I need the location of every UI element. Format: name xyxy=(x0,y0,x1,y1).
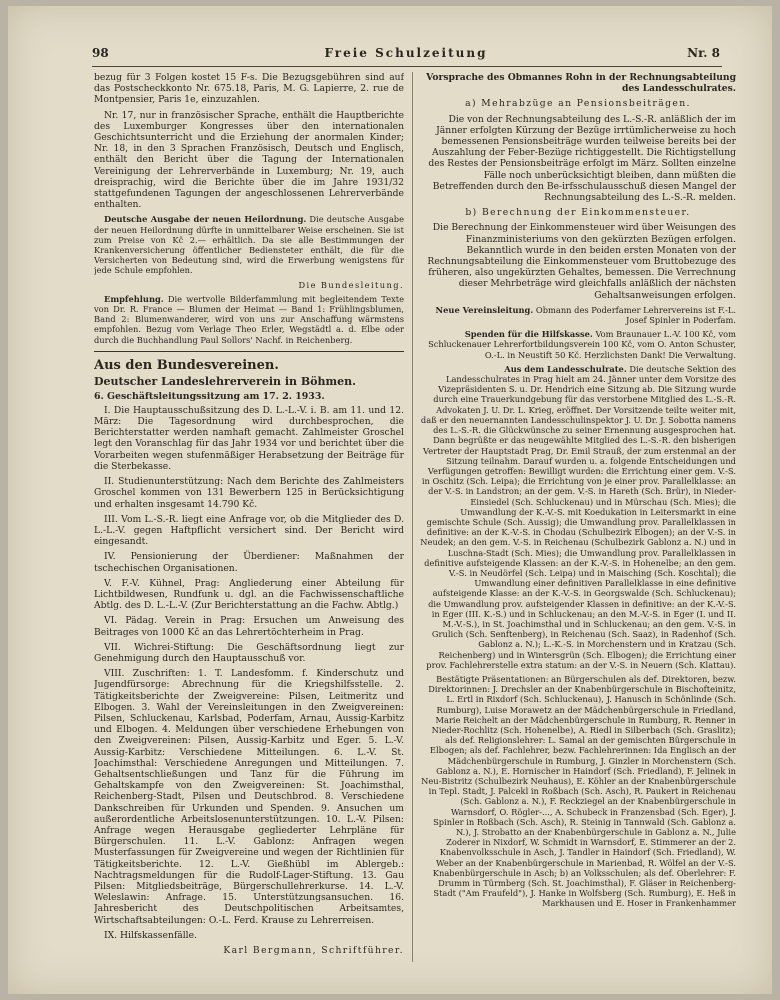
notice-donations-head: Spenden für die Hilfskasse. xyxy=(464,329,593,340)
notice-heilordnung-head: Deutsche Ausgabe der neuen Heilordnung. xyxy=(104,214,307,225)
meeting-item-1: I. Die Hauptausschußsitzung des D. L.-L.-V. i. B. am 11. und 12. März: Die Tagesordnung wird durchbesprochen, die Berichterstatter werden namhaft gemacht. Zahlmeister Groschel legt den Voranschlag für das Jahr 1934 vor und berichtet über die Vorarbeiten wegen stufenmäßiger Herabsetzung der Beiträge für die Sterbekasse. xyxy=(94,404,404,472)
paragraph-subscription: bezug für 3 Folgen kostet 15 F-s. Die Bezugsgebühren sind auf das Postscheckkonto Nr. 675.18, Paris, M. G. Lapierre, 2. rue de Montpensier, Paris 1e, einzuzahlen. xyxy=(94,72,404,106)
notice-landesschulrat-text: Die deutsche Sektion des Landesschulrates in Prag hielt am 24. Jänner unter dem Vorsitze des Vizepräsidenten S. u. Dr. Hendrich eine Sitzung ab. Die Sitzung wurde durch eine Trauerkundgebung für das verstorbene Mitglied des L.-S.-R. Advokaten J. U. Dr. L. Krieg, eröffnet. Der Vorsitzende teilte weiter mit, daß er den neuernannten Landesschulinspektor J. U. Dr. J. Sobotta namens des L.-S.-R. die Glückwünsche zu seiner Ernennung ausgesprochen hat. Dann begrüßte er das neugewählte Mitglied des L.-S.-R. den bisherigen Vertreter der Hauptstadt Prag, Dr. Emil Strauß, der zum erstenmal an der Sitzung teilnahm. Darauf wurden u. a. folgende Entscheidungen und Verfügungen getroffen: Bewilligt wurden: die Errichtung einer gem. V.-S. in Oschitz (Sch. Leipa); die Errichtung von je einer prov. Parallelklasse: an der V.-S. in Landstron; an der gem. V.-S. in Hareth (Sch. Brür), in Nieder-Einsiedel (Sch. Schluckenau) und in Mürschau (Sch. Mies); die Umwandlung der K.-V.-S. mit Koedukation in Leitersmarkt in eine gemischte Schule (Sch. Aussig); die Umwandlung prov. Parallelklassen in definitive: an der K.-V.-S. in Chodau (Schulbezirk Elbogen); an der V.-S. in Neudek; an den gem. V.-S. in Reichenau (Schulbezirk Gablonz a. N.) und in Luschna-Stadt (Sch. Mies); die Umwandlung prov. Parallelklassen in definitive aufsteigende Klassen: an der K.-V.-S. in Hohenelbe; an den gem. V.-S. in Neudörfel (Sch. Leipa) und in Maisching (Sch. Koschtal); die Umwandlung einer definitiven Parallelklasse in eine definitive aufsteigende Klasse: an der K.-V.-S. in Georgswalde (Sch. Schluckenau); die Umwandlung prov. aufsteigender Klassen in definitive: an der K.-V.-S. in Eger (III. K.-S.) und in Schluckenau; an den M.-V.-S. in Eger (I. und II. M.-V.-S.), in St. Joachimsthal und in Schluckenau; an den gem. V.-S. in Grulich (Sch. Senftenberg), in Reichenau (Sch. Saaz), in Radenhof (Sch. Gablonz a. N.); L.-K.-S. in Morchenstern und in Kratzau (Sch. Reichenberg) und in Wintersgrün (Sch. Elbogen); die Errichtung einer prov. Fachlehrerstelle extra statum: an der V.-S. in Neuern (Sch. Klattau). xyxy=(420,363,736,670)
newspaper-page xyxy=(8,6,772,994)
meeting-item-9: IX. Hilfskassenfälle. xyxy=(104,929,197,941)
meeting-item-7: VII. Wichrei-Stiftung: Die Geschäftsordnung liegt zur Genehmigung durch den Hauptausschuß vor. xyxy=(94,641,404,664)
column-divider xyxy=(412,72,413,962)
notice-empfehlung-head: Empfehlung. xyxy=(104,293,164,304)
paragraph-presentations: Bestätigte Präsentationen: an Bürgerschulen als def. Direktoren, bezw. Direktorinnen: J. Drechsler an der Knabenbürgerschule in Bischofteinitz, L. Ertl in Rixdorf (Sch. Schluckenau), J. Hanusch in Schönlinde (Sch. Rumburg), Luise Morawetz an der Mädchenbürgerschule in Friedland, Marie Reichelt an der Mädchenbürgerschule in Rumburg, R. Renner in Nieder-Rochlitz (Sch. Hohenelbe), A. Riedl in Silberbach (Sch. Graslitz); als def. Religionslehrer: L. Samal an der gemischten Bürgerschule in Elbogen; als def. Fachlehrer, bezw. Fachlehrerinnen: Ida Englisch an der Mädchenbürgerschule in Rumburg, J. Ginzler in Morchenstern (Sch. Gablonz a. N.), E. Hornischer in Haindorf (Sch. Friedland), F. Jelinek in Neu-Bistritz (Schulbezirk Neuhaus), E. Köhler an der Knabenbürgerschule in Tepl. Stadt, J. Palcekl in Roßbach (Sch. Asch), R. Paukert in Reichenau (Sch. Gablonz a. N.), F. Reckziegel an der Knabenbürgerschule in Warnsdorf, O. Rögler-..., A. Schubeck in Franzensbad (Sch. Eger), J. Spinler in Roßbach (Sch. Asch), R. Steinig in Tannwald (Sch. Gablonz a. N.), J. Strobatto an der Knabenbürgerschule in Gablonz a. N., Julie Zoderer in Nixdorf, W. Schmidt in Warnsdorf, E. Stimmerer an der 2. Knabenvolksschule in Asch, J. Tandler in Haindorf (Sch. Friedland), W. Weber an der Knabenbürgerschule in Marienbad, R. Wölfel an der V.-S. Knabenbürgerschule in Asch; b) an Volksschulen; als def. Oberlehrer: F. Drumm in Türmberg (Sch. St. Joachimsthal), F. Gläser in Reichenberg-Stadt ("Am Fraufeld"), J. Hanke in Wolfsberg (Sch. Rumburg), E. Heß in Markhausen und E. Hoser in Frankenhammer xyxy=(421,673,736,909)
notice-new-leadership xyxy=(420,305,736,325)
right-column xyxy=(420,72,736,972)
heading-vorsprache: Vorsprache des Obmannes Rohn in der Rechnungsabteilung des Landesschulrates. xyxy=(426,72,736,95)
running-header xyxy=(92,46,720,64)
issue-number: Nr. 8 xyxy=(687,46,720,60)
subheading-pensions: a) Mehrabzüge an Pensionsbeiträgen. xyxy=(465,98,691,110)
subheading-tax: b) Berechnung der Einkommensteuer. xyxy=(465,207,691,219)
paragraph-tax: Die Berechnung der Einkommensteuer wird über Weisungen des Finanzministeriums von den gekürzten Bezügen erfolgen. Bekanntlich wurde in den beiden ersten Monaten von der Rechnungsabteilung die Einkommensteuer vom Bruttobezuge des früheren, also ungekürzten Gehaltes, bemessen. Die Verrechnung dieser Mehrbeträge wird gleichfalls anläßlich der nächsten Gehaltsanweisungen erfolgen. xyxy=(427,222,736,301)
left-column xyxy=(94,72,404,972)
notice-empfehlung-text: Die wertvolle Bilderfammlung mit begleitendem Texte von Dr. R. France — Blumen der Heimat — Band 1: Frühlingsblumen, Band 2: Blumenwanderer, wird von uns zur Anschaffung wärmstens empfohlen. Bezug vom Verlage Theo Erler, Wegstädtl a. d. Elbe oder durch die Buchhandlung Paul Sollors' Nachf. in Reichenberg. xyxy=(94,293,404,345)
meeting-item-5: V. F.-V. Kühnel, Prag: Angliederung einer Abteilung für Lichtbildwesen, Rundfunk u. dgl. an die Fachwissenschaftliche Abtlg. des D. L.-L.-V. (Zur Berichterstattung an die Fachw. Abtlg.) xyxy=(94,577,404,612)
notice-heilordnung-text: Die deutsche Ausgabe der neuen Heilordnung dürfte in unmittelbarer Weise erscheinen. Sie ist zum Preise von Kč 2.— erhältlich. Da sie alle Bestimmungen der Krankenversicherung öffentlicher Bediensteter enthält, die für die Versicherten von Bedeutung sind, wird die Erwerbung wenigstens für jede Schule empfohlen. xyxy=(94,214,404,276)
page-number: 98 xyxy=(92,46,109,60)
section-title: Aus den Bundesvereinen. xyxy=(94,357,279,373)
notice-landesschulrat xyxy=(420,364,736,670)
meeting-item-3: III. Vom L.-S.-R. liegt eine Anfrage vor, ob die Mitglieder des D. L.-L.-V. gegen Haftpflicht versichert sind. Der Bericht wird eingesandt. xyxy=(94,513,404,548)
notice-new-leadership-head: Neue Vereinsleitung. xyxy=(435,304,534,315)
meeting-item-4: IV. Pensionierung der Überdiener: Maßnahmen der tschechischen Organisationen. xyxy=(94,551,404,574)
meeting-item-2: II. Studienunterstützung: Nach dem Berichte des Zahlmeisters Groschel kommen von 131 Bewerbern 125 in Berücksichtigung und erhalten insgesamt 14.790 Kč. xyxy=(94,476,404,510)
signature-bundesleitung: Die Bundesleitung. xyxy=(298,279,404,290)
notice-landesschulrat-head: Aus dem Landesschulrate. xyxy=(504,363,627,374)
meeting-item-8: VIII. Zuschriften: 1. T. Landesfomm. f. Kinderschutz und Jugendfürsorge: Abrechnung für die Kriegshilfsstelle. 2. Tätigkeitsberichte der Zweigvereine: Pilsen, Leitmeritz und Elbogen. 3. Wahl der Vereinsleitungen in den Zweigvereinen: Pilsen, Schluckenau, Karlsbad, Poderfam, Arnau, Aussig-Karbitz und Elbogen. 4. Meldungen über verschiedene Erhebungen von den Zweigvereinen: Pilsen, Aussig-Karbitz und Eger. 5. L.-V. Aussig-Karbitz: Verschiedene Mitteilungen. 6. L.-V. St. Joachimsthal: Verschiedene Anregungen und Mitteilungen. 7. Gehaltsentschließungen und Tanz für die Führung im Gehaltskampfe von den Zweigvereinen: St. Joachimsthal, Reichenberg-Stadt, Pilsen und Deutschbrod. 8. Verschiedene Dankschreiben für Urkunden und Spenden. 9. Ansuchen um außerordentliche Arbeitslosenunterstützungen. 10. L.-V. Pilsen: Anfrage wegen Herausgabe gegliederter Lehrpläne für Bürgerschulen. 11. L.-V. Gablonz: Anfragen wegen Musterfassungen für Zweigvereine und wegen der Richtlinien für Tätigkeitsberichte. 12. L.-V. Gießhübl im Ablergeb.: Nachtragsmeldungen für die Rudolf-Lager-Stiftung. 13. Gau Pilsen: Mitgliedsbeiträge, Bürgerschullehrerkurse. 14. L.-V. Weleslawin: Anfrage. 15. Unterstützungsansuchen. 16. Jahresbericht des Deutschpolitischen Arbeitsamtes, Wirtschaftsabteilungen: O.-L. Ferd. Krause zu Lehrerreisen. xyxy=(94,668,404,926)
notice-heilordnung xyxy=(94,214,404,275)
section-rule xyxy=(94,351,404,352)
notice-empfehlung xyxy=(94,294,404,345)
notice-donations xyxy=(420,329,736,360)
subsection-title: Deutscher Landeslehrerverein in Böhmen. xyxy=(94,374,356,388)
paragraph-reports: Nr. 17, nur in französischer Sprache, enthält die Hauptberichte des Luxemburger Kongresses über den internationalen Geschichtsunterricht und die Erziehung der anormalen Kinder; Nr. 18, in den 3 Sprachen Französisch, Deutsch und Englisch, enthält den Bericht über die Tagung der Internationalen Vereinigung der Lehrerverbände in Luxemburg; Nr. 19, auch dreisprachig, wird die Berichte über die im Jahre 1931/32 stattgefundenen Tagungen der angeschlossenen Lehrerverbände enthalten. xyxy=(94,109,404,211)
meeting-item-6: VI. Pädag. Verein in Prag: Ersuchen um Anweisung des Beitrages von 1000 Kč an das Lehrertöchterheim in Prag. xyxy=(94,615,404,638)
header-rule xyxy=(92,66,722,67)
signature-secretary: Karl Bergmann, Schriftführer. xyxy=(223,945,404,957)
notice-donations-text: Vom Braunauer L.-V. 100 Kč, vom Schluckenauer Lehrerfortbildungsverein 100 Kč, vom O. Anton Schuster, O.-L. in Neustift 50 Kč. Herzlichsten Dank! Die Verwaltung. xyxy=(428,329,736,360)
newspaper-title: Freie Schulzeitung xyxy=(324,46,488,60)
paragraph-pensions: Die von der Rechnungsabteilung des L.-S.-R. anläßlich der im Jänner erfolgten Kürzung der Bezüge irrtümlicherweise zu hoch bemessenen Pensionsbeiträge wurden teilweise bereits bei der Auszahlung der Feber-Bezüge richtiggestellt. Die Richtigstellung des Restes der Pensionsbeiträge erfolgt im März. Sollten einzelne Fälle noch unberücksichtigt bleiben, dann müßten die Betreffenden durch den Be-irfsschulausschuß diesen Mangel der Rechnungsabteilung des L.-S.-R. melden. xyxy=(428,113,736,204)
notice-new-leadership-text: Obmann des Poderfamer Lehrervereins ist F.-L. Josef Spinler in Poderfam. xyxy=(535,304,736,326)
meeting-title: 6. Geschäftsleitungssitzung am 17. 2. 1933. xyxy=(94,390,325,402)
